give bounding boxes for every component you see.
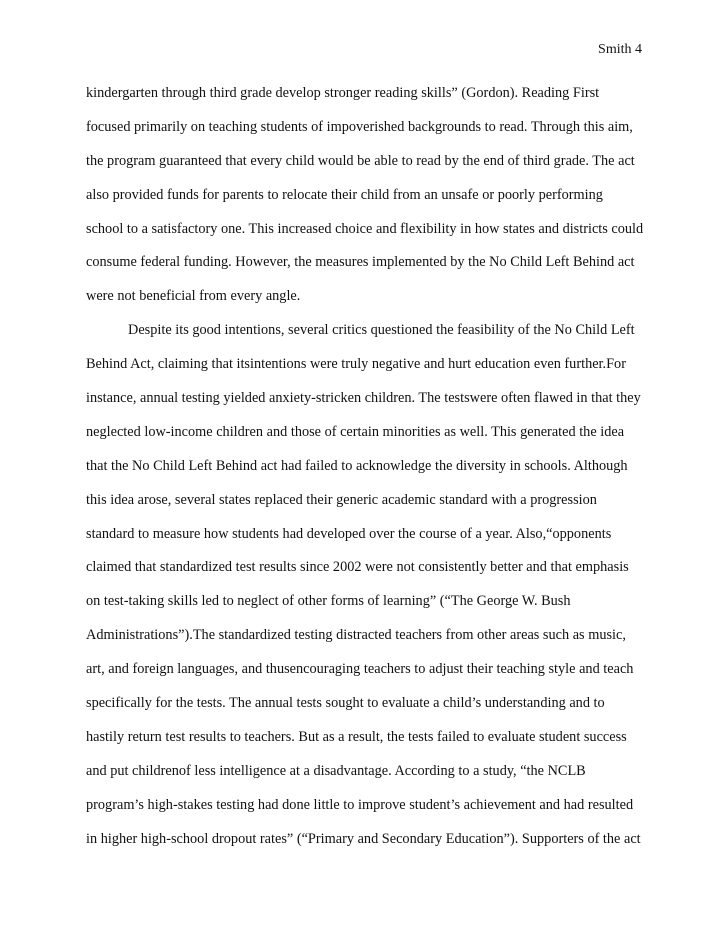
text-line: were not beneficial from every angle. <box>86 288 301 305</box>
text-line: and put childrenof less intelligence at a disadvantage. According to a study, “the NCLB <box>86 762 586 779</box>
text-line: program’s high-stakes testing had done little to improve student’s achievement and had resulted <box>86 796 634 813</box>
text-line: standard to measure how students had developed over the course of a year. Also,“opponents <box>86 525 612 542</box>
text-line: consume federal funding. However, the measures implemented by the No Child Left Behind act <box>86 254 635 271</box>
text-line: claimed that standardized test results since 2002 were not consistently better and that emphasis <box>86 559 629 576</box>
text-line: hastily return test results to teachers. But as a result, the tests failed to evaluate student success <box>86 728 627 745</box>
text-line: neglected low-income children and those of certain minorities as well. This generated the idea <box>86 423 625 440</box>
text-line: instance, annual testing yielded anxiety-stricken children. The testswere often flawed in that they <box>86 390 641 407</box>
running-head: Smith 4 <box>598 42 642 57</box>
text-line: kindergarten through third grade develop stronger reading skills” (Gordon). Reading First <box>86 85 600 101</box>
text-line: on test-taking skills led to neglect of other forms of learning” (“The George W. Bush <box>86 593 571 610</box>
paragraph-first-line: Despite its good intentions, several critics questioned the feasibility of the No Child Left <box>128 322 635 339</box>
body-text <box>86 83 666 862</box>
text-line: that the No Child Left Behind act had failed to acknowledge the diversity in schools. Although <box>86 457 628 474</box>
text-line: art, and foreign languages, and thusencouraging teachers to adjust their teaching style and teach <box>86 661 634 678</box>
text-line: in higher high-school dropout rates” (“Primary and Secondary Education”). Supporters of the act <box>86 830 641 847</box>
text-line: this idea arose, several states replaced their generic academic standard with a progression <box>86 491 597 508</box>
text-line: focused primarily on teaching students of impoverished backgrounds to read. Through this aim, <box>86 118 633 135</box>
text-line: school to a satisfactory one. This increased choice and flexibility in how states and districts could <box>86 220 644 237</box>
text-line: the program guaranteed that every child would be able to read by the end of third grade. The act <box>86 152 635 169</box>
text-line: also provided funds for parents to relocate their child from an unsafe or poorly performing <box>86 186 603 203</box>
text-line: specifically for the tests. The annual tests sought to evaluate a child’s understanding and to <box>86 695 605 712</box>
text-line: Administrations”).The standardized testing distracted teachers from other areas such as music, <box>86 627 626 644</box>
text-line: Behind Act, claiming that itsintentions were truly negative and hurt education even further.For <box>86 356 626 373</box>
